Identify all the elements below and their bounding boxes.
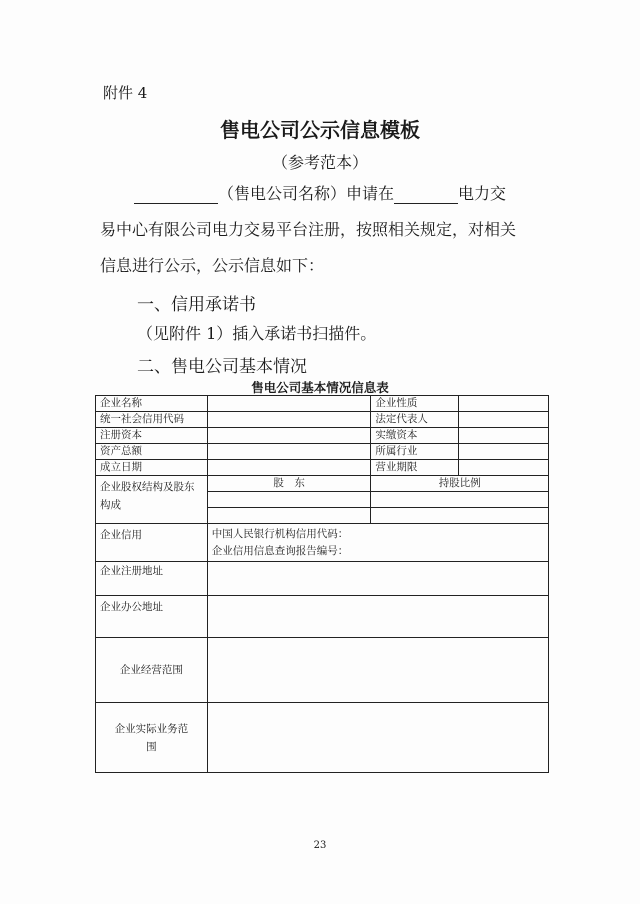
table-row <box>96 428 549 444</box>
share-ratio-cell[interactable] <box>371 508 549 524</box>
field-label: 资产总额 <box>96 444 208 460</box>
field-value-cell[interactable] <box>207 460 371 476</box>
shareholder-cell[interactable] <box>207 508 371 524</box>
field-label: 成立日期 <box>96 460 208 476</box>
field-value-cell[interactable] <box>207 428 371 444</box>
document-title: 售电公司公示信息模板 <box>220 118 420 142</box>
attachment-label: 附件 4 <box>103 84 148 102</box>
document-subtitle: （参考范本） <box>271 153 368 172</box>
table-row <box>96 444 549 460</box>
credit-label: 企业信用 <box>96 524 208 562</box>
table-row <box>96 460 549 476</box>
share-ratio-column-header: 持股比例 <box>371 476 549 492</box>
intro-line-1-part-1: （售电公司名称）申请在 <box>218 184 395 203</box>
field-value-cell[interactable] <box>459 444 549 460</box>
field-label: 所属行业 <box>371 444 459 460</box>
intro-line-1 <box>100 184 546 204</box>
field-label: 统一社会信用代码 <box>96 412 208 428</box>
field-value-cell[interactable] <box>459 396 549 412</box>
table-row <box>96 412 549 428</box>
field-label: 注册资本 <box>96 428 208 444</box>
field-value-cell[interactable] <box>459 428 549 444</box>
field-value-cell[interactable] <box>207 412 371 428</box>
intro-line-1-part-2: 电力交 <box>458 184 507 203</box>
field-value-cell[interactable] <box>459 460 549 476</box>
section-1-body: （见附件 1）插入承诺书扫描件。 <box>137 324 377 343</box>
table-row <box>96 638 549 703</box>
table-row <box>96 524 549 562</box>
section-1-heading: 一、信用承诺书 <box>137 295 256 315</box>
page-number: 23 <box>313 840 327 851</box>
intro-line-3: 信息进行公示，公示信息如下： <box>100 256 325 275</box>
office-address-cell[interactable] <box>207 596 548 638</box>
field-label: 企业性质 <box>371 396 459 412</box>
equity-label: 企业股权结构及股东构成 <box>96 476 208 524</box>
business-scope-cell[interactable] <box>207 638 548 703</box>
company-info-table <box>95 395 549 773</box>
registered-address-cell[interactable] <box>207 562 548 596</box>
field-value-cell[interactable] <box>207 396 371 412</box>
table-row <box>96 703 549 773</box>
business-scope-label: 企业经营范围 <box>96 638 208 703</box>
table-row <box>96 396 549 412</box>
credit-report-line: 企业信用信息查询报告编号： <box>211 545 349 557</box>
credit-value-cell[interactable] <box>207 524 548 562</box>
field-label: 企业名称 <box>96 396 208 412</box>
trading-center-blank <box>394 187 458 204</box>
registered-address-label: 企业注册地址 <box>96 562 208 596</box>
intro-line-2: 易中心有限公司电力交易平台注册，按照相关规定，对相关 <box>100 220 517 239</box>
table-row <box>96 476 549 492</box>
actual-business-label: 企业实际业务范围 <box>96 703 208 773</box>
table-row <box>96 596 549 638</box>
table-row <box>96 562 549 596</box>
field-value-cell[interactable] <box>459 412 549 428</box>
actual-business-cell[interactable] <box>207 703 548 773</box>
field-value-cell[interactable] <box>207 444 371 460</box>
field-label: 实缴资本 <box>371 428 459 444</box>
shareholder-column-header: 股 东 <box>207 476 371 492</box>
company-name-blank <box>134 187 218 204</box>
field-label: 法定代表人 <box>371 412 459 428</box>
share-ratio-cell[interactable] <box>371 492 549 508</box>
credit-code-line: 中国人民银行机构信用代码： <box>211 528 349 540</box>
field-label: 营业期限 <box>371 460 459 476</box>
section-2-heading: 二、售电公司基本情况 <box>137 357 307 377</box>
office-address-label: 企业办公地址 <box>96 596 208 638</box>
table-title: 售电公司基本情况信息表 <box>251 380 389 395</box>
shareholder-cell[interactable] <box>207 492 371 508</box>
